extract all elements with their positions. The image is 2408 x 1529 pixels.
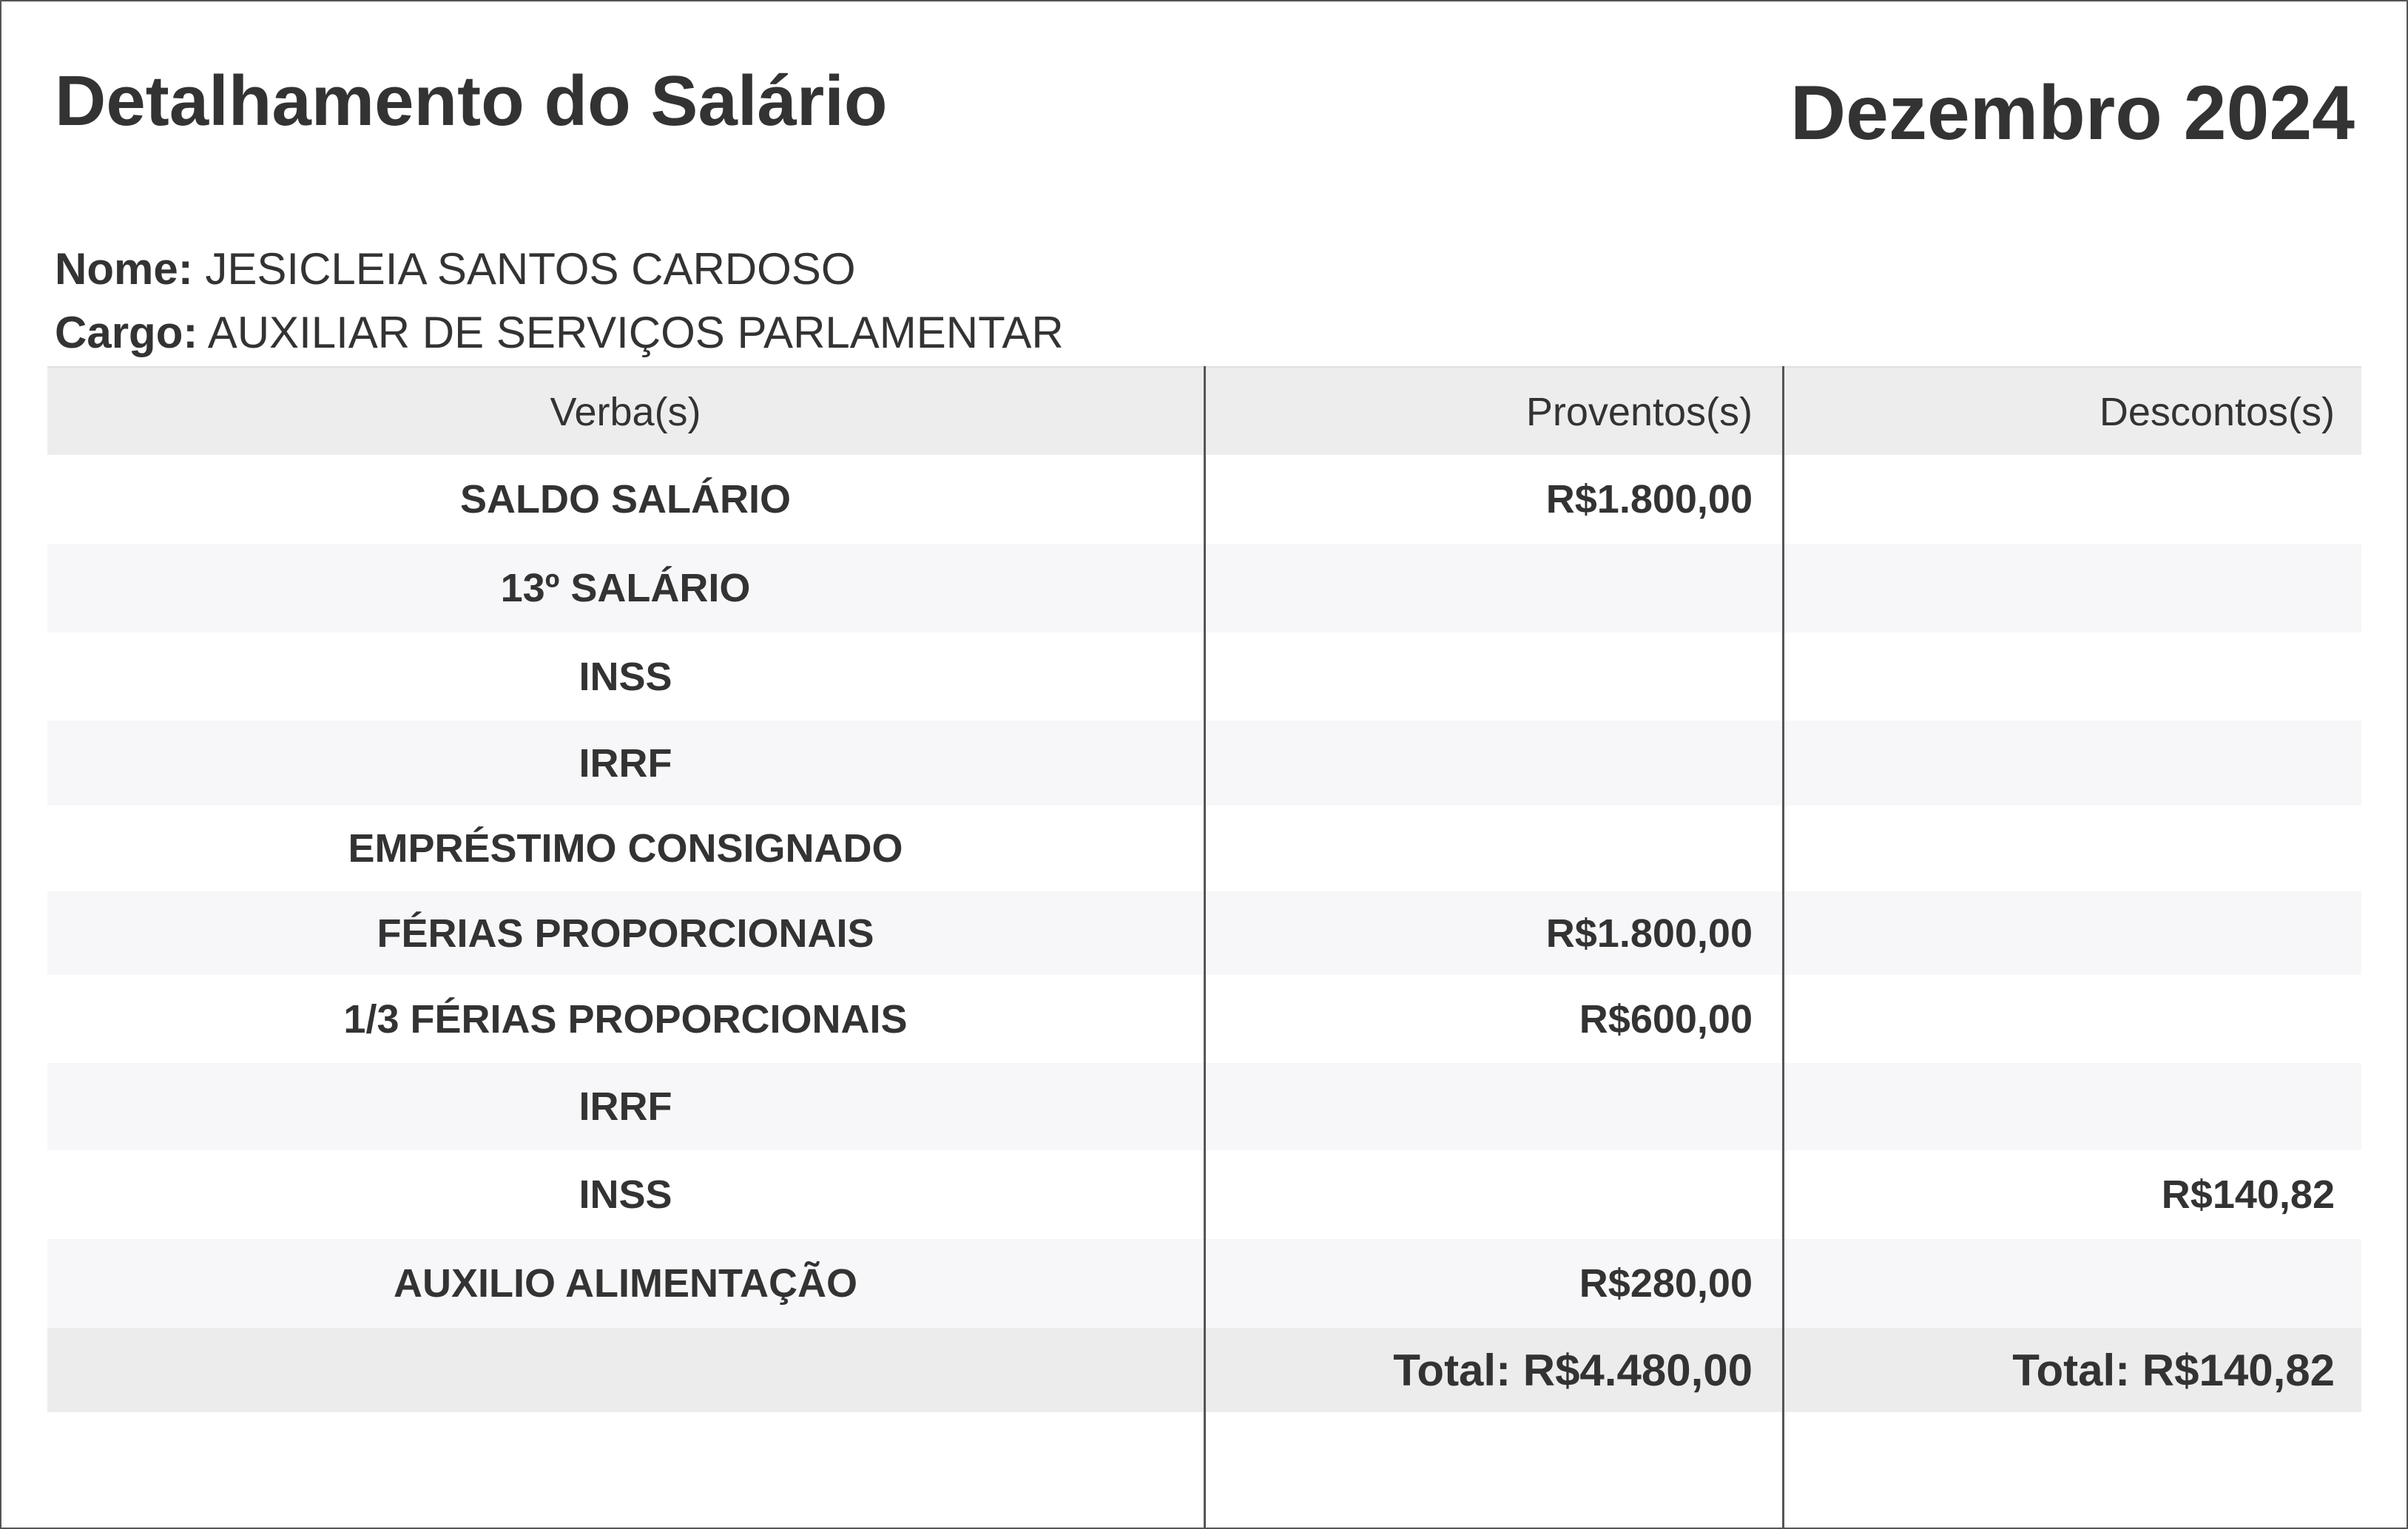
row-descontos bbox=[1784, 891, 2361, 975]
row-verba: 13º SALÁRIO bbox=[500, 566, 751, 610]
row-descontos bbox=[1784, 632, 2361, 720]
salary-table bbox=[47, 366, 2361, 1528]
row-descontos bbox=[1784, 455, 2361, 544]
employee-role-line bbox=[55, 306, 1064, 360]
row-verba: AUXILIO ALIMENTAÇÃO bbox=[394, 1261, 857, 1306]
employee-name: JESICLEIA SANTOS CARDOSO bbox=[205, 244, 856, 294]
row-verba: IRRF bbox=[579, 1084, 672, 1129]
row-proventos: R$280,00 bbox=[1579, 1261, 1753, 1306]
column-divider bbox=[1204, 366, 1206, 1528]
role-label: Cargo: bbox=[55, 308, 198, 357]
row-descontos bbox=[1784, 975, 2361, 1063]
row-proventos bbox=[1206, 1150, 1782, 1239]
page-title: Detalhamento do Salário bbox=[55, 61, 888, 141]
column-divider bbox=[1782, 366, 1784, 1528]
row-verba: FÉRIAS PROPORCIONAIS bbox=[377, 911, 874, 956]
column-header-verba: Verba(s) bbox=[550, 390, 701, 434]
column-header-descontos: Descontos(s) bbox=[2099, 390, 2335, 434]
row-proventos: R$1.800,00 bbox=[1545, 911, 1753, 956]
row-verba: IRRF bbox=[579, 740, 672, 786]
name-label: Nome: bbox=[55, 244, 193, 294]
column-header-proventos: Proventos(s) bbox=[1525, 390, 1753, 434]
employee-role: AUXILIAR DE SERVIÇOS PARLAMENTAR bbox=[207, 308, 1064, 357]
row-proventos bbox=[1206, 544, 1782, 632]
row-descontos bbox=[1784, 720, 2361, 806]
row-proventos: R$1.800,00 bbox=[1545, 477, 1753, 522]
row-verba: INSS bbox=[579, 1172, 672, 1217]
row-proventos bbox=[1206, 632, 1782, 720]
row-descontos bbox=[1784, 544, 2361, 632]
row-descontos: R$140,82 bbox=[2161, 1172, 2335, 1217]
row-descontos bbox=[1784, 806, 2361, 891]
total-proventos: Total: R$4.480,00 bbox=[1393, 1345, 1753, 1395]
row-verba: 1/3 FÉRIAS PROPORCIONAIS bbox=[343, 996, 908, 1042]
row-descontos bbox=[1784, 1239, 2361, 1328]
row-verba: INSS bbox=[579, 654, 672, 699]
total-descontos: Total: R$140,82 bbox=[2012, 1345, 2335, 1395]
employee-name-line bbox=[55, 243, 856, 296]
row-verba: EMPRÉSTIMO CONSIGNADO bbox=[348, 826, 903, 871]
row-descontos bbox=[1784, 1063, 2361, 1150]
period-label: Dezembro 2024 bbox=[1790, 70, 2355, 156]
row-proventos bbox=[1206, 806, 1782, 891]
row-proventos: R$600,00 bbox=[1579, 996, 1753, 1042]
row-proventos bbox=[1206, 1063, 1782, 1150]
row-proventos bbox=[1206, 720, 1782, 806]
row-verba: SALDO SALÁRIO bbox=[459, 477, 791, 522]
